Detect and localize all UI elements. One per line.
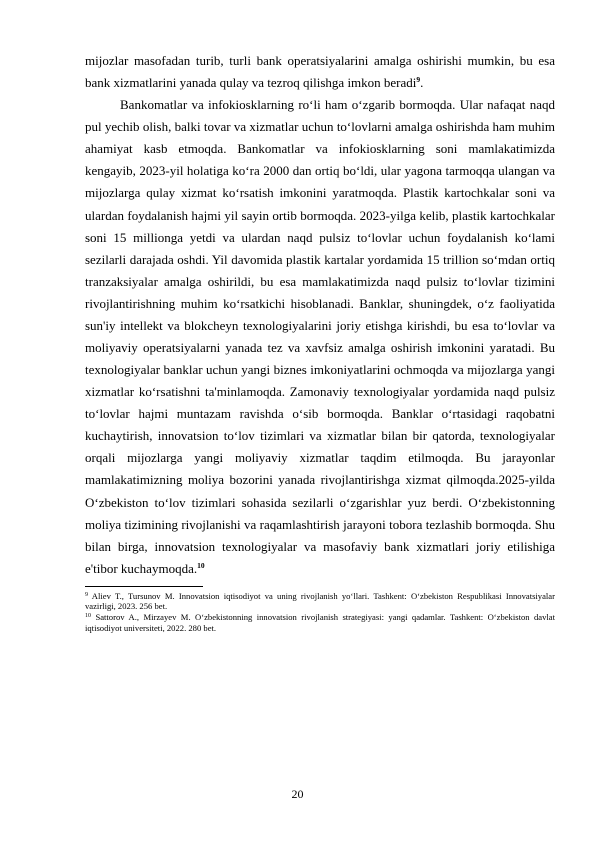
page-number: 20 [291, 787, 304, 801]
footnote-text: Sattorov A., Mirzayev M. O‘zbekistonning innovatsion rivojlanish strategiyasi: yangi qadamlar. Tashkent: O‘zbekiston davlat iqtisodiyot universiteti, 2022. 280 bet. [85, 612, 555, 633]
footnote-10 [85, 612, 555, 633]
footnote-separator [85, 586, 203, 587]
body-paragraph-2 [85, 94, 555, 580]
footnote-9 [85, 591, 555, 612]
paragraph-text: mijozlar masofadan turib, turli bank operatsiyalarini amalga oshirishi mumkin, bu esa bank xizmatlarini yanada qulay va tezroq qilishga imkon beradi [85, 53, 555, 91]
footnote-number: 9 [85, 591, 88, 598]
paragraph-text: Bankomatlar va infokiosklarning ro‘li ham o‘zgarib bormoqda. Ular nafaqat naqd pul yechib olish, balki tovar va xizmatlar uchun to‘lovlarni amalga oshirishda ham muhim ahamiyat kasb etmoqda. Bankomatlar va infokiosklarning soni mamlakatimizda kengayib, 2023-yil holatiga ko‘ra 2000 dan ortiq bo‘ldi, ular yagona tarmoqqa ulangan va mijozlarga qulay xizmat ko‘rsatish imkonini yaratmoqda. Plastik kartochkalar soni va ulardan foydalanish hajmi yil sayin ortib bormoqda. 2023-yilga kelib, plastik kartochkalar soni 15 millionga yetdi va ulardan naqd pulsiz to‘lovlar uchun foydalanish ko‘lami sezilarli darajada oshdi. Yil davomida plastik kartalar yordamida 15 trillion so‘mdan ortiq tranzaksiyalar amalga oshirildi, bu esa mamlakatimizda naqd pulsiz to‘lovlar tizimini rivojlantirishning muhim ko‘rsatkichi hisoblanadi. Banklar, shuningdek, o‘z faoliyatida sun'iy intellekt va blokcheyn texnologiyalarini joriy etishga kirishdi, bu esa to‘lovlar va moliyaviy operatsiyalarni yanada tez va xavfsiz amalga oshirish imkonini yaratadi. Bu texnologiyalar banklar uchun yangi biznes imkoniyatlarini ochmoqda va mijozlarga yangi xizmatlar ko‘rsatishni ta'minlamoqda. Zamonaviy texnologiyalar yordamida naqd pulsiz to‘lovlar hajmi muntazam ravishda o‘sib bormoqda. Banklar o‘rtasidagi raqobatni kuchaytirish, innovatsion to‘lov tizimlari va xizmatlar bilan bir qatorda, texnologiyalar orqali mijozlarga yangi moliyaviy xizmatlar taqdim etilmoqda. Bu jarayonlar mamlakatimizning moliya bozorini yanada rivojlantirishga xizmat qilmoqda.2025-yilda O‘zbekiston to‘lov tizimlari sohasida sezilarli o‘zgarishlar yuz berdi. O‘zbekistonning moliya tizimining rivojlanishi va raqamlashtirish jarayoni tobora tezlashib bormoqda. Shu bilan birga, innovatsion texnologiyalar va masofaviy bank xizmatlari joriy etilishiga e'tibor kuchaymoqda. [85, 97, 555, 576]
footnote-number: 10 [85, 613, 91, 620]
footnotes [85, 591, 555, 633]
footnote-reference[interactable]: 9 [416, 75, 421, 85]
paragraph-tail: . [420, 75, 424, 91]
document-page [85, 50, 555, 633]
footnote-text: Aliev T., Tursunov M. Innovatsion iqtisodiyot va uning rivojlanish yo‘llari. Tashkent: O‘zbekiston Respublikasi Innovatsiyalar vazirligi, 2023. 256 bet. [85, 590, 555, 612]
footnote-reference[interactable]: 10 [197, 560, 205, 570]
body-paragraph-1 [85, 50, 555, 94]
